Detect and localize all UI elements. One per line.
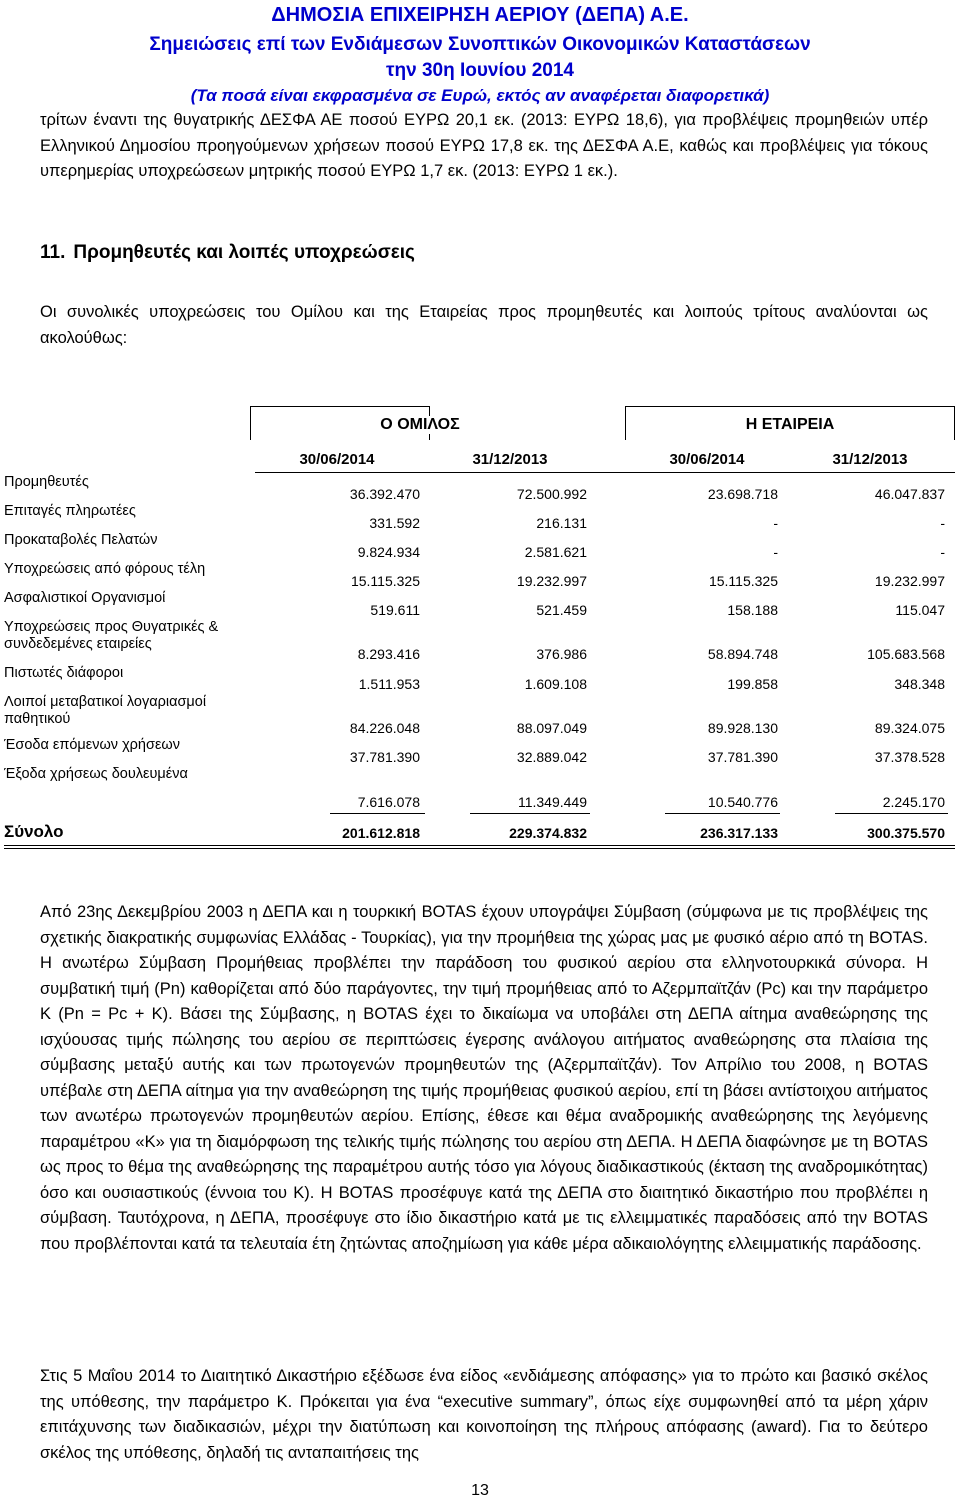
table-cell: 376.986 [536, 646, 587, 662]
table-cell: 10.540.776 [707, 794, 778, 810]
table-cell: 89.324.075 [874, 720, 945, 736]
table-cell: 8.293.416 [357, 646, 420, 662]
table-cell: 19.232.997 [516, 573, 587, 589]
table-cell: 89.928.130 [707, 720, 778, 736]
row-label: Προμηθευτές [4, 474, 89, 490]
date-header-group-2013: 31/12/2013 [472, 451, 548, 468]
date-header-company-2013: 31/12/2013 [832, 451, 908, 468]
table-cell: 2.581.621 [524, 544, 587, 560]
table-cell: 115.047 [895, 602, 945, 618]
table-cell: 15.115.325 [708, 573, 778, 589]
table-cell: 519.611 [370, 602, 420, 618]
row-label: Πιστωτές διάφοροι [4, 665, 124, 681]
section-title [40, 242, 415, 264]
subtotal-rule [330, 813, 425, 814]
total-cell: 300.375.570 [867, 825, 945, 841]
table-cell: 1.609.108 [524, 676, 587, 692]
row-label: Επιταγές πληρωτέες [4, 503, 136, 519]
date-header-company-2014: 30/06/2014 [669, 451, 745, 468]
table-cell: 9.824.934 [357, 544, 420, 560]
table-cell: - [940, 515, 945, 531]
section-title-text: Προμηθευτές και λοιπές υποχρεώσεις [73, 242, 415, 263]
table-cell: 37.378.528 [874, 749, 945, 765]
table-cell: 23.698.718 [707, 486, 778, 502]
table-cell: 11.349.449 [517, 794, 587, 810]
subtotal-rule [665, 813, 780, 814]
row-label: Προκαταβολές Πελατών [4, 532, 158, 548]
table-cell: 46.047.837 [874, 486, 945, 502]
table-cell: 37.781.390 [707, 749, 778, 765]
row-label: Υποχρεώσεις από φόρους τέλη [4, 561, 206, 577]
table-cell: 58.894.748 [707, 646, 778, 662]
total-cell: 201.612.818 [342, 825, 420, 841]
table-cell: 84.226.048 [349, 720, 420, 736]
document-header-company: ΔΗΜΟΣΙΑ ΕΠΙΧΕΙΡΗΣΗ ΑΕΡΙΟΥ (ΔΕΠΑ) Α.Ε. [271, 4, 689, 26]
section-number: 11. [40, 242, 66, 263]
table-cell: - [773, 544, 778, 560]
row-label: Υποχρεώσεις προς Θυγατρικές & συνδεδεμένες εταιρείες [4, 619, 219, 652]
table-cell: 7.616.078 [357, 794, 420, 810]
table-cell: 216.131 [536, 515, 587, 531]
row-label: Έσοδα επόμενων χρήσεων [4, 737, 180, 753]
table-cell: 199.858 [727, 676, 778, 692]
table-cell: 331.592 [369, 515, 420, 531]
total-underline [4, 845, 955, 846]
group-header-company: Η ΕΤΑΙΡΕΙΑ [700, 416, 880, 434]
subtotal-rule [470, 813, 590, 814]
total-cell: 229.374.832 [509, 825, 587, 841]
table-cell: 15.115.325 [350, 573, 420, 589]
table-cell: - [773, 515, 778, 531]
table-cell: 32.889.042 [516, 749, 587, 765]
table-cell: 37.781.390 [349, 749, 420, 765]
section-lead-paragraph: Οι συνολικές υποχρεώσεις του Ομίλου και της Εταιρείας προς προμηθευτές και λοιπούς τρίτους αναλύονται ως ακολούθως: [40, 303, 928, 347]
table-cell: 521.459 [536, 602, 587, 618]
date-header-underline [255, 472, 955, 473]
table-cell: - [940, 544, 945, 560]
group-header-group: Ο ΟΜΙΛΟΣ [330, 416, 510, 434]
page-number: 13 [471, 1482, 489, 1499]
intro-paragraph: τρίτων έναντι της θυγατρικής ΔΕΣΦΑ ΑΕ ποσού ΕΥΡΩ 20,1 εκ. (2013: ΕΥΡΩ 18,6), για προβλέψεις προμηθειών υπέρ Ελληνικού Δημοσίου προηγούμενων χρήσεων ποσού ΕΥΡΩ 17,8 εκ. της ΔΕΣΦΑ Α.Ε, καθώς και προβλέψεις για τόκους υπερημερίας υποχρεώσεων μητρικής ποσού ΕΥΡΩ 1,7 εκ. (2013: ΕΥΡΩ 1 εκ.). [40, 111, 928, 180]
table-cell: 348.348 [894, 676, 945, 692]
table-cell: 1.511.953 [358, 676, 420, 692]
table-cell: 88.097.049 [516, 720, 587, 736]
total-double-underline [4, 848, 955, 849]
date-header-group-2014: 30/06/2014 [299, 451, 375, 468]
document-header-date: την 30η Ιουνίου 2014 [386, 60, 574, 81]
body-paragraph-botas: Από 23ης Δεκεμβρίου 2003 η ΔΕΠΑ και η τουρκική BOTAS έχουν υπογράψει Σύμβαση (σύμφωνα με τις προβλέψεις της σχετικής διακρατικής συμφωνίας Ελλάδας - Τουρκίας), για την προμήθεια της χώρας μας με φυσικό αέριο από τη BOTAS. Η ανωτέρω Σύμβαση Προμήθειας προβλέπει την παράδοση του φυσικού αερίου στα ελληνοτουρκικά σύνορα. Η συμβατική τιμή (Pn) καθορίζεται από δύο παράγοντες, την τιμή προμήθειας από το Αζερμπαϊτζάν (Pc) και την παράμετρο Κ (Pn = Pc + K). Βάσει της Σύμβασης, η BOTAS έχει το δικαίωμα να υποβάλει στη ΔΕΠΑ αίτημα αναθεώρησης της ισχύουσας τιμής πώλησης του αερίου σε περιπτώσεις έγερσης ανάλογου αιτήματος αναθεώρησης στα πλαίσια της σύμβασης μεταξύ αυτής και των πρωτογενών προμηθευτών της (Αζερμπαϊτζάν). Τον Απρίλιο του 2008, η BOTAS υπέβαλε στη ΔΕΠΑ αίτημα για την αναθεώρηση της τιμής προμήθειας φυσικού αερίου, επί τη βάσει αντίστοιχου αιτήματος των ανωτέρω πρωτογενών προμηθευτών αερίου. Επίσης, έθεσε και θέμα αναδρομικής αναθεώρησης της λεγόμενης παραμέτρου «K» για τη διαμόρφωση της τελικής τιμής πώλησης του αερίου στη ΔΕΠΑ. Η ΔΕΠΑ διαφώνησε με τη BOTAS ως προς το θέμα της αναθεώρησης της παραμέτρου αυτής τόσο για λόγους διαδικαστικούς (έκταση της αναδρομικότητας) όσο και ουσιαστικούς (έννοια του Κ). Η BOTAS προσέφυγε κατά της ΔΕΠΑ στο διαιτητικό δικαστήριο που προβλέπει η σύμβαση. Ταυτόχρονα, η ΔΕΠΑ, προσέφυγε στο ίδιο δικαστήριο κατά με τις ελλειμματικές παραδόσεις από την BOTAS που προβλέπονται κατά τα τελευταία έτη ζητώντας αποζημίωση για κάθε μέρα αδικαιολόγητης ελλειμματικής παράδοσης. [40, 903, 928, 1253]
table-cell: 2.245.170 [882, 794, 945, 810]
total-label: Σύνολο [4, 822, 64, 841]
row-label: Λοιποί μεταβατικοί λογαριασμοί παθητικού [4, 694, 207, 727]
document-header-note: (Τα ποσά είναι εκφρασμένα σε Ευρώ, εκτός αν αναφέρεται διαφορετικά) [190, 86, 770, 105]
subtotal-rule [835, 813, 948, 814]
row-label: Έξοδα χρήσεως δουλευμένα [4, 766, 188, 782]
table-cell: 19.232.997 [874, 573, 945, 589]
document-header-title: Σημειώσεις επί των Ενδιάμεσων Συνοπτικών Οικονομικών Καταστάσεων [149, 34, 811, 55]
table-cell: 72.500.992 [516, 486, 587, 502]
table-cell: 36.392.470 [349, 486, 420, 502]
row-label: Ασφαλιστικοί Οργανισμοί [4, 590, 166, 606]
table-cell: 158.188 [727, 602, 778, 618]
body-paragraph-arbitration: Στις 5 Μαΐου 2014 το Διαιτητικό Δικαστήριο εξέδωσε ένα είδος «ενδιάμεσης απόφασης» για το πρώτο και βασικό σκέλος της υπόθεσης, την παράμετρο Κ. Πρόκειται για ένα “executive summary”, όπως είχε συμφωνηθεί από τα μέρη χάριν επιτάχυνσης των διαδικασιών, μέχρι την διατύπωση και κοινοποίηση της πλήρους απόφασης (award). Για το δεύτερο σκέλος της υπόθεσης, δηλαδή τις ανταπαιτήσεις της [40, 1367, 928, 1462]
total-cell: 236.317.133 [700, 825, 778, 841]
table-cell: 105.683.568 [867, 646, 945, 662]
